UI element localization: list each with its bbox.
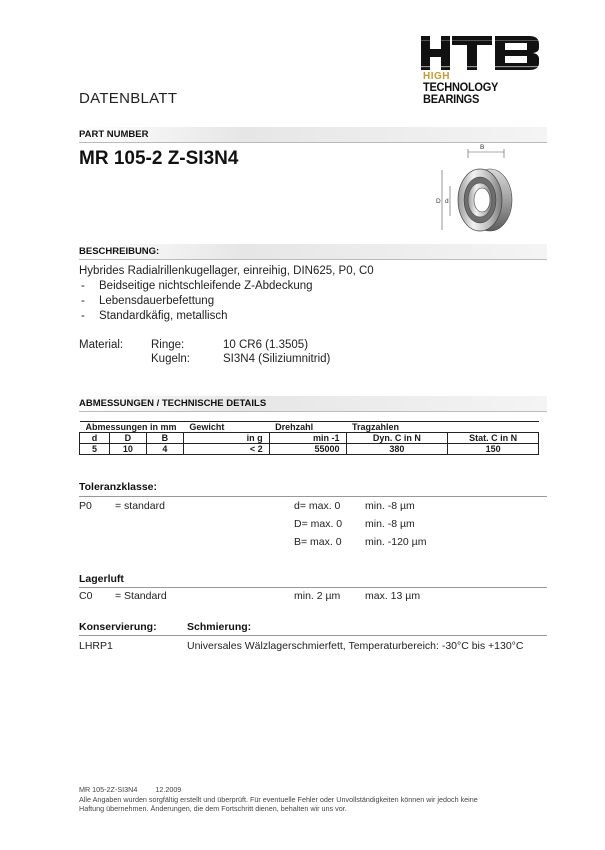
table-header-cell: Dyn. C in N bbox=[346, 433, 448, 444]
material-rings-value: 10 CR6 (1.3505) bbox=[223, 339, 309, 351]
table-group-header-row bbox=[80, 422, 539, 433]
footer-date: 12.2009 bbox=[155, 785, 182, 794]
table-cell: 10 bbox=[109, 444, 146, 455]
table-group-header: Drehzahl bbox=[269, 422, 346, 433]
tolerance-heading: Toleranzklasse: bbox=[79, 481, 158, 493]
preservation-value: LHRP1 bbox=[79, 640, 113, 652]
footer-doc-line bbox=[79, 785, 549, 795]
description-heading: BESCHREIBUNG: bbox=[79, 246, 160, 257]
footer-doc-id: MR 105-2Z-SI3N4 bbox=[79, 785, 138, 794]
material-balls-part: Kugeln: bbox=[151, 353, 191, 365]
table-header-cell: in g bbox=[183, 433, 269, 444]
logo-bearings-text: BEARINGS bbox=[423, 92, 480, 106]
dimension-label-d: d bbox=[445, 198, 449, 205]
table-row bbox=[80, 444, 539, 455]
material-label: Material: bbox=[79, 339, 124, 351]
clearance-heading: Lagerluft bbox=[79, 573, 124, 585]
table-cell: 55000 bbox=[269, 444, 346, 455]
dimension-label-D: D bbox=[436, 198, 441, 205]
divider bbox=[79, 635, 547, 636]
description-bullets bbox=[79, 279, 313, 324]
list-item: - Standardkäfig, metallisch bbox=[79, 309, 313, 324]
clearance-min: min. 2 µm bbox=[294, 590, 341, 602]
specs-band bbox=[79, 396, 547, 412]
lubrication-value: Universales Wälzlagerschmierfett, Temperaturbereich: -30°C bis +130°C bbox=[187, 640, 524, 652]
table-group-header: Abmessungen in mm bbox=[80, 422, 184, 433]
logo-high-text: HIGH bbox=[423, 71, 450, 82]
tolerance-class-desc: = standard bbox=[115, 500, 165, 512]
table-cell: < 2 bbox=[183, 444, 269, 455]
description-band bbox=[79, 244, 547, 260]
lubrication-heading: Schmierung: bbox=[187, 621, 252, 633]
part-number-label: PART NUMBER bbox=[79, 129, 149, 140]
htb-logo-letters bbox=[421, 36, 539, 70]
table-header-row bbox=[80, 433, 539, 444]
tolerance-min: min. -8 µm bbox=[365, 518, 415, 530]
table-cell: 4 bbox=[146, 444, 183, 455]
tolerance-param: d= max. 0 bbox=[294, 500, 341, 512]
bearing-drawing bbox=[428, 140, 524, 240]
material-balls-value: SI3N4 (Siliziumnitrid) bbox=[223, 353, 331, 365]
table-header-cell: min -1 bbox=[269, 433, 346, 444]
tolerance-min: min. -8 µm bbox=[365, 500, 415, 512]
table-cell: 150 bbox=[448, 444, 539, 455]
table-header-cell: D bbox=[109, 433, 146, 444]
footer-disclaimer-line1: Alle Angaben wurden sorgfältig erstellt und überprüft. Für eventuelle Fehler oder Unvollständigkeiten können wir jedoch keine bbox=[79, 794, 478, 804]
preservation-heading: Konservierung: bbox=[79, 621, 157, 633]
htb-logo bbox=[421, 36, 539, 106]
tolerance-param: B= max. 0 bbox=[294, 536, 342, 548]
table-header-cell: d bbox=[80, 433, 110, 444]
table-group-header: Gewicht bbox=[183, 422, 269, 433]
table-header-cell: Stat. C in N bbox=[448, 433, 539, 444]
table-header-cell: B bbox=[146, 433, 183, 444]
footer-disclaimer-line2: Haftung übernehmen. Änderungen, die dem Fortschritt dienen, behalten wir uns vor. bbox=[79, 804, 347, 813]
dimension-label-b: B bbox=[480, 144, 485, 151]
material-rings-part: Ringe: bbox=[151, 339, 185, 351]
specs-table bbox=[79, 421, 539, 455]
table-group-header: Tragzahlen bbox=[346, 422, 538, 433]
table-cell: 380 bbox=[346, 444, 448, 455]
specs-heading: ABMESSUNGEN / TECHNISCHE DETAILS bbox=[79, 398, 267, 409]
divider bbox=[79, 496, 547, 497]
list-item: - Lebensdauerbefettung bbox=[79, 294, 313, 309]
tolerance-class: P0 bbox=[79, 500, 92, 512]
clearance-max: max. 13 µm bbox=[365, 590, 421, 602]
clearance-class-desc: = Standard bbox=[115, 590, 167, 602]
tolerance-param: D= max. 0 bbox=[294, 518, 343, 530]
table-cell: 5 bbox=[80, 444, 110, 455]
logo-technology-text: TECHNOLOGY bbox=[423, 80, 499, 94]
description-intro: Hybrides Radialrillenkugellager, einreihig, DIN625, P0, C0 bbox=[79, 265, 374, 277]
footer bbox=[79, 785, 549, 814]
divider bbox=[79, 587, 547, 588]
clearance-class: C0 bbox=[79, 590, 93, 602]
part-number: MR 105-2 Z-SI3N4 bbox=[79, 148, 239, 169]
list-item: - Beidseitige nichtschleifende Z-Abdeckung bbox=[79, 279, 313, 294]
document-title: DATENBLATT bbox=[79, 90, 178, 107]
tolerance-min: min. -120 µm bbox=[365, 536, 427, 548]
